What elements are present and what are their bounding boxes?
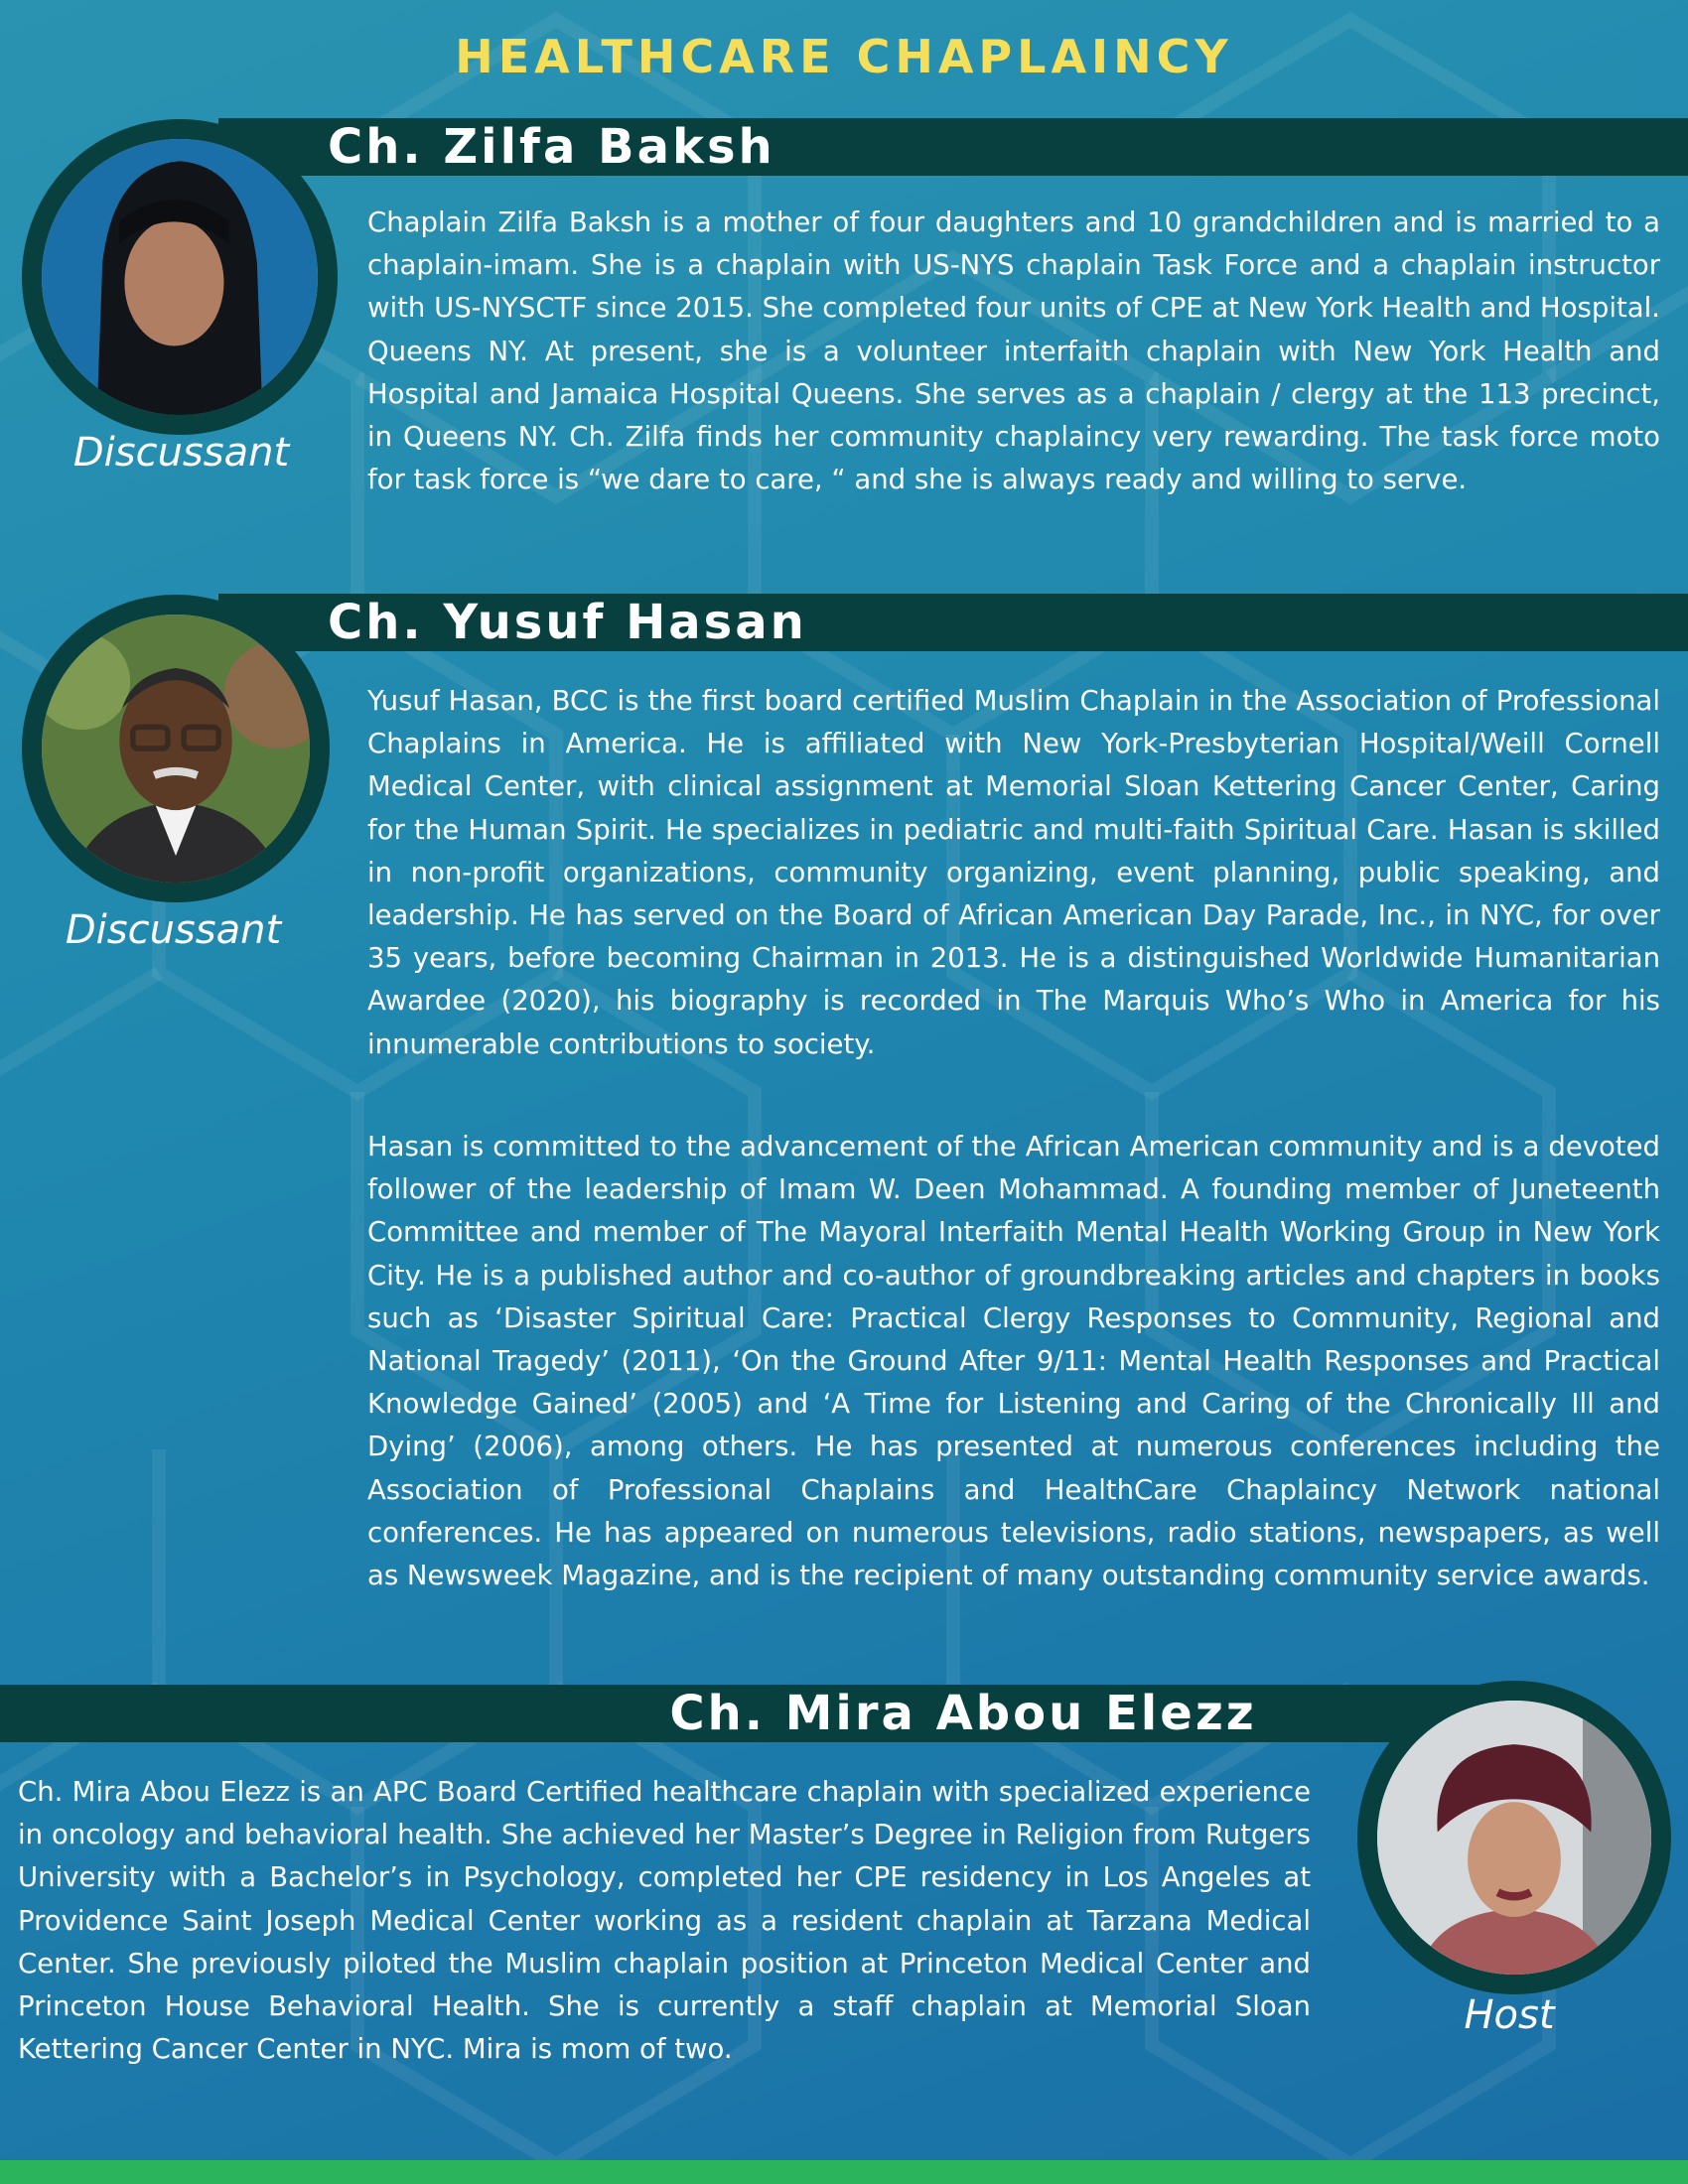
avatar-mira — [1357, 1681, 1671, 1994]
bio-paragraph-zilfa: Chaplain Zilfa Baksh is a mother of four daughters and 10 grandchildren and is married to a chaplain-imam. She is a chaplain with US-NYS chaplain Task Force and a chaplain instructor with US-NYSCTF since 2015. She completed four units of CPE at New York Health and Hospital. Queens NY. At present, she is a volunteer interfaith chaplain with New York Health and Hospital and Jamaica Hospital Queens. She serves as a chaplain / clergy at the 113 precinct, in Queens NY. Ch. Zilfa finds her community chaplaincy very rewarding. The task force moto for task force is “we dare to care, “ and she is always ready and willing to serve. — [367, 206, 1660, 496]
bio-paragraph-yusuf-2: Hasan is committed to the advancement of the African American community and is a devoted follower of the leadership of Imam W. Deen Mohammad. A founding member of Juneteenth Committee and member of The Mayoral Interfaith Mental Health Working Group in New York City. He is a published author and co-author of groundbreaking articles and chapters in books such as ‘Disaster Spiritual Care: Practical Clergy Responses to Community, Regional and National Tragedy’ (2011), ‘On the Ground After 9/11: Mental Health Responses and Practical Knowledge Gained’ (2005) and ‘A Time for Listening and Caring of the Chronically Ill and Dying’ (2006), among others. He has presented at numerous conferences including the Association of Professional Chaplains and HealthCare Chaplaincy Network national conferences. He has appeared on numerous televisions, radio stations, newspapers, as well as Newsweek Magazine, and is the recipient of many outstanding community service awards. — [367, 1131, 1660, 1592]
role-label-zilfa: Discussant — [72, 430, 290, 476]
avatar-yusuf — [22, 595, 330, 902]
speaker-name-mira: Ch. Mira Abou Elezz — [0, 1685, 1509, 1742]
bio-paragraph-yusuf-1: Yusuf Hasan, BCC is the first board certified Muslim Chaplain in the Association of Professional Chaplains in America. He is affiliated with New York-Presbyterian Hospital/Weill Cornell Medical Center, with clinical assignment at Memorial Sloan Kettering Cancer Center, Caring for the Human Spirit. He specializes in pediatric and multi-faith Spiritual Care. Hasan is skilled in non-profit organizations, community organizing, event planning, public speaking, and leadership. He has served on the Board of African American Day Parade, Inc., in NYC, for over 35 years, before becoming Chairman in 2013. He is a distinguished Worldwide Humanitarian Awardee (2020), his biography is recorded in The Marquis Who’s Who in America for his innumerable contributions to society. — [367, 685, 1660, 1060]
bio-paragraph-mira: Ch. Mira Abou Elezz is an APC Board Certified healthcare chaplain with specialized experience in oncology and behavioral health. She achieved her Master’s Degree in Religion from Rutgers University with a Bachelor’s in Psychology, completed her CPE residency in Los Angeles at Providence Saint Joseph Medical Center working as a resident chaplain at Tarzana Medical Center. She previously piloted the Muslim chaplain position at Princeton Medical Center and Princeton House Behavioral Health. She is currently a staff chaplain at Memorial Sloan Kettering Cancer Center in NYC. Mira is mom of two. — [18, 1776, 1311, 2066]
role-label-mira: Host — [1464, 1992, 1555, 2038]
page-title: HEALTHCARE CHAPLAINCY — [455, 30, 1233, 83]
role-label-yusuf: Discussant — [65, 907, 282, 953]
bottom-accent-strip — [0, 2160, 1688, 2184]
avatar-zilfa — [22, 119, 338, 435]
speaker-name-yusuf: Ch. Yusuf Hasan — [218, 594, 1688, 651]
speaker-name-zilfa: Ch. Zilfa Baksh — [218, 118, 1688, 176]
